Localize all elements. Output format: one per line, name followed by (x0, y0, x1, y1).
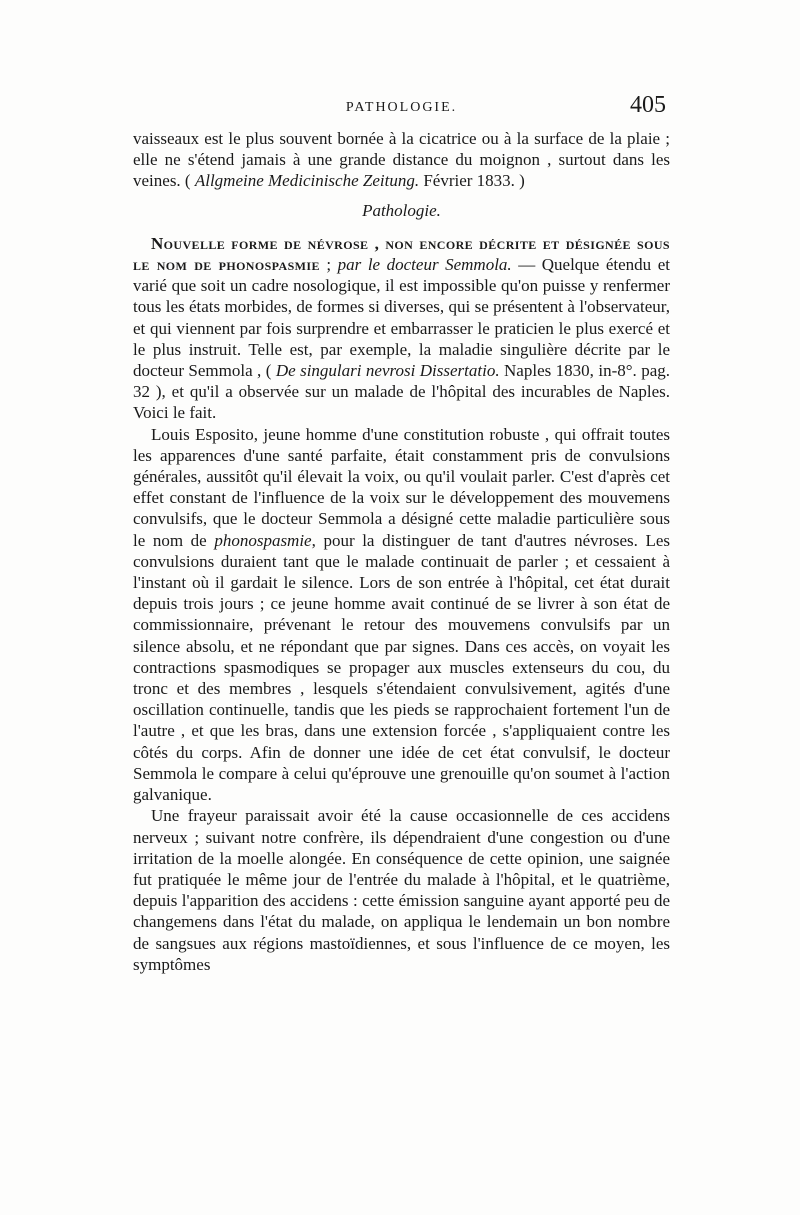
dissertation-title: De singulari nevrosi Dissertatio. (275, 361, 500, 381)
paragraph-3-text-a: Louis Esposito, jeune homme d'une constitution robuste , qui offrait toutes les apparences d'une santé parfaite, était constamment pris de convulsions générales, aussitôt qu'il élevait la voix, ou qu'il voulait parler. C'est d'après cet effet constant de l'influence de la voix sur le développement des mouvemens convulsifs, que le docteur Semmola a désigné cette maladie particulière sous le nom de (133, 424, 670, 550)
title-separator: ; (319, 255, 338, 275)
paragraph-1-text-b: Février 1833. ) (419, 171, 525, 191)
body-text (133, 128, 670, 975)
paragraph-1 (133, 128, 670, 192)
page-number: 405 (630, 92, 666, 118)
page-header (133, 92, 670, 122)
paragraph-1-text-a: vaisseaux est le plus souvent bornée à la cicatrice ou à la surface de la plaie ; elle ne s'étend jamais à une grande distance du moignon , surtout dans les veines. ( (133, 129, 670, 191)
article-title: Nouvelle forme de névrose , non encore décrite et désignée sous le nom de phonospasmie (133, 233, 670, 275)
section-heading: Pathologie. (362, 200, 441, 220)
paragraph-3-text-b: , pour la distinguer de tant d'autres névroses. Les convulsions duraient tant que le malade continuait de parler ; et cessaient à l'instant où il gardait le silence. Lors de son entrée à l'hôpital, cet état durait depuis trois jours ; ce jeune homme avait continué de se livrer à son état de commissionnaire, prévenant le retour des mouvemens convulsifs par un silence absolu, et ne répondant que par signes. Dans ces accès, on voyait les contractions spasmodiques se propager aux muscles extenseurs du cou, du tronc et des membres , lesquels s'étendaient convulsivement, agités d'une oscillation continuelle, tandis que les pieds se rapprochaient fortement l'un de l'autre , et que les bras, dans une extension forcée , s'appliquaient contre les côtés du corps. Afin de donner une idée de cet état convulsif, le docteur Semmola le compare à celui qu'éprouve une grenouille qu'on soumet à l'action galvanique. (133, 530, 670, 805)
journal-title: Allgmeine Medicinische Zeitung. (194, 171, 420, 191)
paragraph-2-text-b: Naples 1830, in-8°. pag. 32 ), et qu'il a observée sur un malade de l'hôpital des incurables de Naples. Voici le fait. (133, 361, 671, 423)
paragraph-2 (133, 233, 670, 424)
article-author: par le docteur Semmola. (337, 255, 512, 275)
disease-term: phonospasmie (214, 530, 312, 550)
paragraph-2-text-a: — Quelque étendu et varié que soit un cadre nosologique, il est impossible qu'on puisse y renfermer tous les états morbides, de formes si diverses, qui se présentent à l'observateur, et qui viennent par fois surprendre et embarrasser le praticien le plus exercé et le plus instruit. Telle est, par exemple, la maladie singulière décrite par le docteur Semmola , ( (133, 255, 670, 381)
running-head: PATHOLOGIE. (345, 100, 458, 115)
paragraph-3 (133, 424, 670, 806)
paragraph-4: Une frayeur paraissait avoir été la cause occasionnelle de ces accidens nerveux ; suivant notre confrère, ils dépendraient d'une congestion ou d'une irritation de la moelle alongée. En conséquence de cette opinion, une saignée fut pratiquée le même jour de l'entrée du malade à l'hôpital, et le quatrième, depuis l'apparition des accidens : cette émission sanguine ayant apporté peu de changemens dans l'état du malade, on appliqua le lendemain un bon nombre de sangsues aux régions mastoïdiennes, et sous l'influence de ce moyen, les symptômes (133, 806, 670, 974)
